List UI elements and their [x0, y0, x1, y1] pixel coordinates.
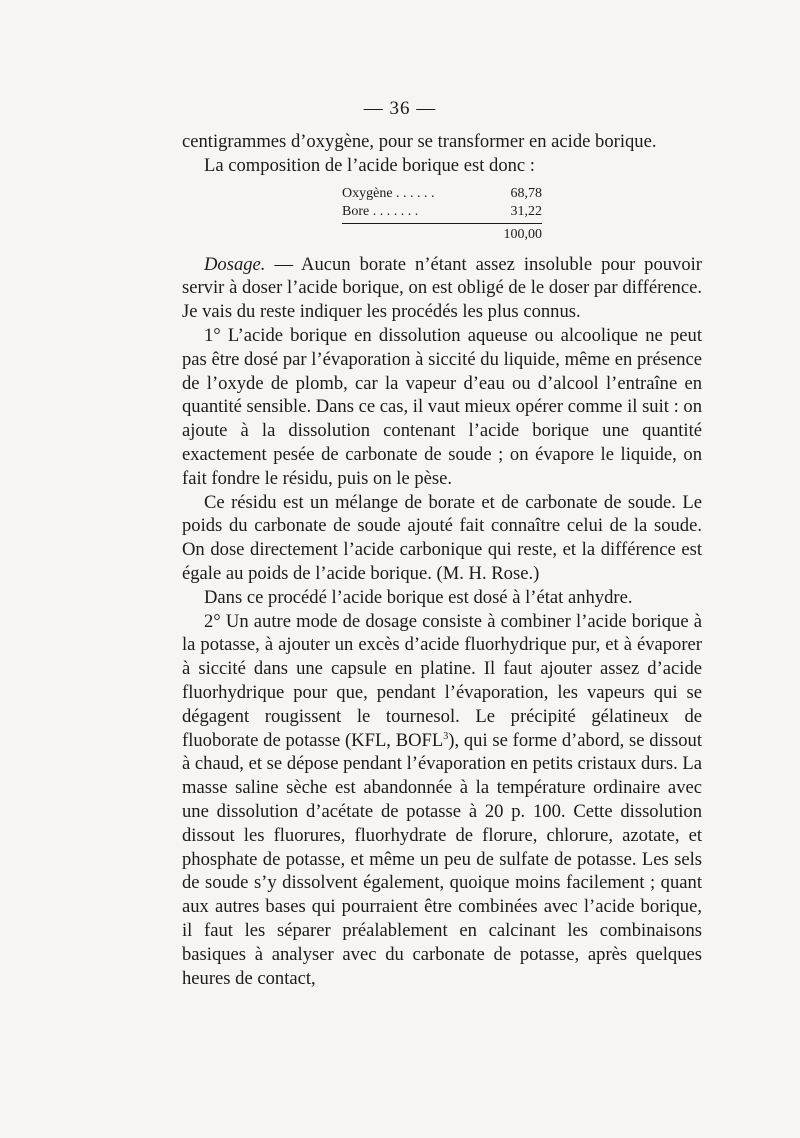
- dosage-text: — Aucun borate n’étant assez insoluble pour pouvoir servir à doser l’acide borique, on est obligé de le doser par différence. Je vais du reste indiquer les procédés les plus connus.: [182, 253, 702, 323]
- row-value: 68,78: [510, 185, 542, 201]
- row-label: Oxygène . . . . . .: [342, 185, 435, 201]
- composition-row-bore: [342, 203, 542, 221]
- paragraph-4: [182, 610, 702, 991]
- paragraph-1: 1° L’acide borique en dissolution aqueuse ou alcoolique ne peut pas être dosé par l’évaporation à siccité du liquide, même en présence de l’oxyde de plomb, car la vapeur d’eau ou d’alcool l’entraîne en quantité sensible. Dans ce cas, il vaut mieux opérer comme il suit : on ajoute à la dissolution contenant l’acide borique une quantité exactement pesée de carbonate de soude ; on évapore le liquide, on fait fondre le résidu, puis on le pèse.: [182, 324, 702, 489]
- composition-row-oxygen: [342, 185, 542, 203]
- dosage-heading: Dosage.: [204, 253, 266, 275]
- total-value: 100,00: [503, 226, 542, 242]
- row-label: Bore . . . . . . .: [342, 203, 419, 219]
- row-value: 31,22: [510, 203, 542, 219]
- body-text: [182, 130, 702, 990]
- paragraph-4-part-b: ), qui se forme d’abord, se dissout à chaud, et se dépose pendant l’évaporation en petits cristaux durs. La masse saline sèche est abandonnée à la température ordinaire avec une dissolution d’acétate de potasse à 20 p. 100. Cette dissolution dissout les fluorures, fluorhydrate de florure, chlorure, azotate, et phosphate de potasse, et même un peu de sulfate de potasse. Les sels de soude s’y dissolvent également, quoique moins facilement ; quant aux autres bases qui pourraient être combinées avec l’acide borique, il faut les séparer préalablement en calcinant les combinaisons basiques à analyser avec du carbonate de potasse, après quelques heures de contact,: [182, 729, 702, 989]
- composition-total: [342, 223, 542, 244]
- paragraph-4-part-a: 2° Un autre mode de dosage consiste à combiner l’acide borique à la potasse, à ajouter un excès d’acide fluorhydrique pur, et à évaporer à siccité dans une capsule en platine. Il faut ajouter assez d’acide fluorhydrique pour que, pendant l’évaporation, les vapeurs qui se dégagent rougissent le tournesol. Le précipité gélatineux de fluoborate de potasse (KFL, BOFL: [182, 610, 702, 751]
- superscript: 3: [443, 730, 449, 742]
- paragraph-3: Dans ce procédé l’acide borique est dosé à l’état anhydre.: [204, 586, 633, 608]
- intro-line: centigrammes d’oxygène, pour se transformer en acide borique.: [182, 131, 657, 152]
- composition-intro: La composition de l’acide borique est donc :: [204, 154, 535, 176]
- page-number: — 36 —: [363, 98, 437, 119]
- paragraph-2: Ce résidu est un mélange de borate et de carbonate de soude. Le poids du carbonate de soude ajouté fait connaître celui de la soude. On dose directement l’acide carbonique qui reste, et la différence est égale au poids de l’acide borique. (M. H. Rose.): [182, 491, 702, 584]
- dosage-paragraph: [182, 253, 702, 324]
- composition-table: [342, 185, 542, 244]
